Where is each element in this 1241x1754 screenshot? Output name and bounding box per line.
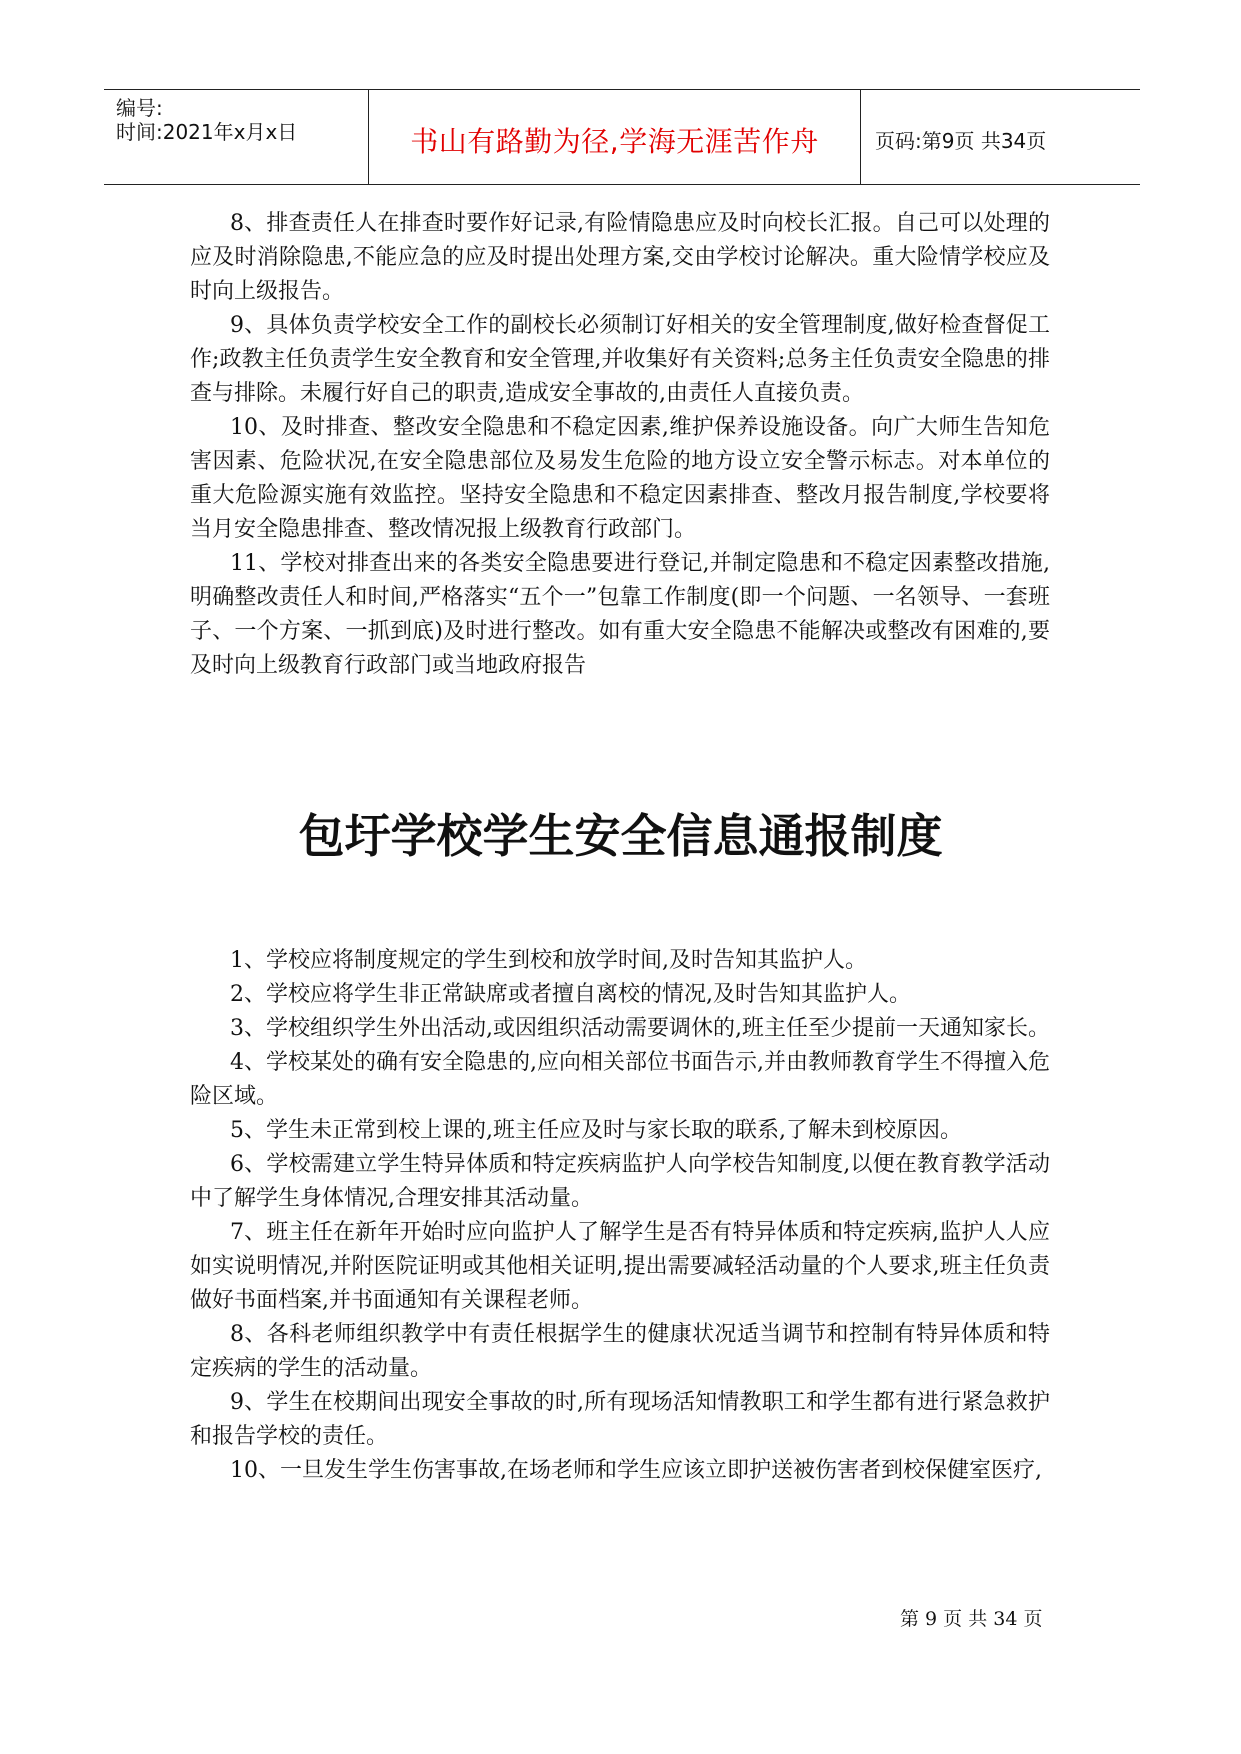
header-motto: 书山有路勤为径,学海无涯苦作舟 [410,125,819,158]
paragraph: 10、一旦发生学生伤害事故,在场老师和学生应该立即护送被伤害者到校保健室医疗, [230,1458,1042,1483]
section1-body [190,207,1050,683]
document-header [104,89,1140,185]
document-time-label: 时间:2021年x月x日 [116,120,298,144]
paragraph: 8、排查责任人在排查时要作好记录,有险情隐患应及时向校长汇报。自己可以处理的应及时消除隐患,不能应急的应及时提出处理方案,交由学校讨论解决。重大险情学校应及时向上级报告。 [190,211,1050,304]
section-title: 包圩学校学生安全信息通报制度 [298,809,943,863]
paragraph: 10、及时排查、整改安全隐患和不稳定因素,维护保养设施设备。向广大师生告知危害因素、危险状况,在安全隐患部位及易发生危险的地方设立安全警示标志。对本单位的重大危险源实施有效监控。坚持安全隐患和不稳定因素排查、整改月报告制度,学校要将当月安全隐患排查、整改情况报上级教育行政部门。 [190,415,1050,542]
paragraph: 9、具体负责学校安全工作的副校长必须制订好相关的安全管理制度,做好检查督促工作;政教主任负责学生安全教育和安全管理,并收集好有关资料;总务主任负责安全隐患的排查与排除。未履行好自己的职责,造成安全事故的,由责任人直接负责。 [190,313,1050,406]
paragraph: 1、学校应将制度规定的学生到校和放学时间,及时告知其监护人。 [230,948,867,973]
header-page-cell [861,90,1140,184]
paragraph: 5、学生未正常到校上课的,班主任应及时与家长取的联系,了解未到校原因。 [230,1118,962,1143]
header-motto-cell [368,90,861,184]
page-footer: 第 9 页 共 34 页 [900,1608,1043,1630]
paragraph: 8、各科老师组织教学中有责任根据学生的健康状况适当调节和控制有特异体质和特定疾病的学生的活动量。 [190,1322,1050,1381]
paragraph: 7、班主任在新年开始时应向监护人了解学生是否有特异体质和特定疾病,监护人人应如实说明情况,并附医院证明或其他相关证明,提出需要减轻活动量的个人要求,班主任负责做好书面档案,并书面通知有关课程老师。 [190,1220,1050,1313]
header-info-cell [104,90,368,184]
paragraph: 4、学校某处的确有安全隐患的,应向相关部位书面告示,并由教师教育学生不得擅入危险区域。 [190,1050,1050,1109]
section2-body [190,944,1050,1488]
header-page-info: 页码:第9页 共34页 [875,129,1047,153]
document-number-label: 编号: [116,96,163,120]
paragraph: 11、学校对排查出来的各类安全隐患要进行登记,并制定隐患和不稳定因素整改措施,明确整改责任人和时间,严格落实“五个一”包靠工作制度(即一个问题、一名领导、一套班子、一个方案、一抓到底)及时进行整改。如有重大安全隐患不能解决或整改有困难的,要及时向上级教育行政部门或当地政府报告 [190,551,1050,678]
paragraph: 3、学校组织学生外出活动,或因组织活动需要调休的,班主任至少提前一天通知家长。 [230,1016,1050,1041]
paragraph: 9、学生在校期间出现安全事故的时,所有现场活知情教职工和学生都有进行紧急救护和报告学校的责任。 [190,1390,1050,1449]
paragraph: 2、学校应将学生非正常缺席或者擅自离校的情况,及时告知其监护人。 [230,982,911,1007]
paragraph: 6、学校需建立学生特异体质和特定疾病监护人向学校告知制度,以便在教育教学活动中了解学生身体情况,合理安排其活动量。 [190,1152,1050,1211]
